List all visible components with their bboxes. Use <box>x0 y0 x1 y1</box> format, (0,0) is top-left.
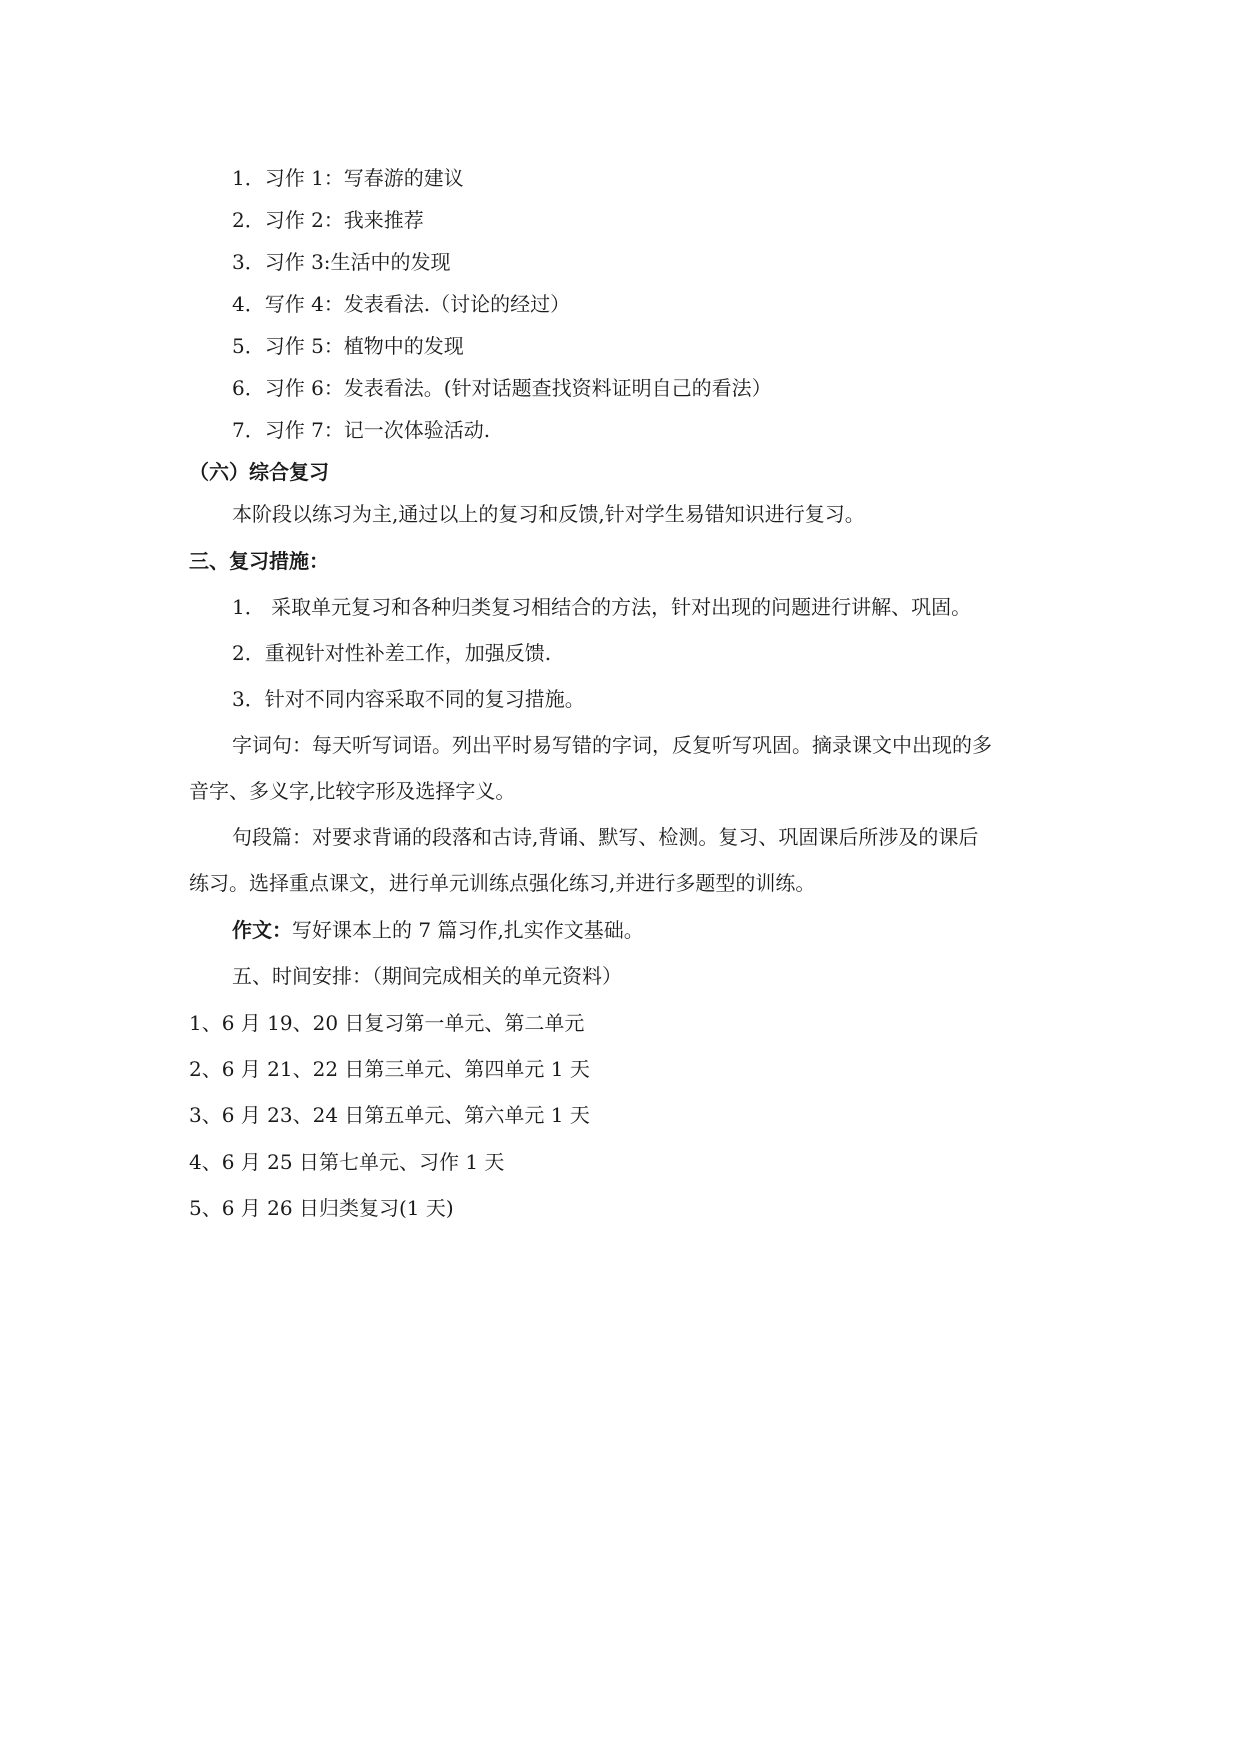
schedule-item: 4、6 月 25 日第七单元、习作 1 天 <box>189 1150 505 1174</box>
section-heading-review-measures: 三、复习措施： <box>189 549 329 573</box>
section-heading-schedule: 五、时间安排：（期间完成相关的单元资料） <box>232 964 622 988</box>
schedule-item: 1、6 月 19、20 日复习第一单元、第二单元 <box>189 1011 585 1035</box>
section-heading-comprehensive-review: （六）综合复习 <box>189 460 329 484</box>
composition-item: 6．习作 6：发表看法。(针对话题查找资料证明自己的看法） <box>232 376 772 400</box>
composition-item: 2．习作 2：我来推荐 <box>232 208 424 232</box>
essay-label: 作文： <box>232 918 292 942</box>
composition-item: 7．习作 7：记一次体验活动. <box>232 418 491 442</box>
essay-paragraph <box>232 916 644 944</box>
words-paragraph-line: 音字、多义字,比较字形及选择字义。 <box>189 779 516 803</box>
measure-item: 2．重视针对性补差工作，加强反馈. <box>232 641 552 665</box>
schedule-item: 3、6 月 23、24 日第五单元、第六单元 1 天 <box>189 1103 590 1127</box>
schedule-item: 2、6 月 21、22 日第三单元、第四单元 1 天 <box>189 1057 590 1081</box>
composition-item: 3．习作 3:生活中的发现 <box>232 250 451 274</box>
words-paragraph-line: 字词句：每天听写词语。列出平时易写错的字词，反复听写巩固。摘录课文中出现的多 <box>232 733 992 757</box>
measure-item: 3．针对不同内容采取不同的复习措施。 <box>232 687 585 711</box>
sentence-paragraph-line: 练习。选择重点课文，进行单元训练点强化练习,并进行多题型的训练。 <box>189 871 816 895</box>
essay-text: 写好课本上的 7 篇习作,扎实作文基础。 <box>292 918 644 942</box>
paragraph-comprehensive-review: 本阶段以练习为主,通过以上的复习和反馈,针对学生易错知识进行复习。 <box>232 502 865 526</box>
schedule-item: 5、6 月 26 日归类复习(1 天) <box>189 1196 454 1220</box>
composition-item: 1．习作 1：写春游的建议 <box>232 166 464 190</box>
sentence-paragraph-line: 句段篇：对要求背诵的段落和古诗,背诵、默写、检测。复习、巩固课后所涉及的课后 <box>232 825 979 849</box>
measure-item: 1． 采取单元复习和各种归类复习相结合的方法，针对出现的问题进行讲解、巩固。 <box>232 595 972 619</box>
composition-item: 4．写作 4：发表看法.（讨论的经过） <box>232 292 571 316</box>
composition-item: 5．习作 5：植物中的发现 <box>232 334 464 358</box>
